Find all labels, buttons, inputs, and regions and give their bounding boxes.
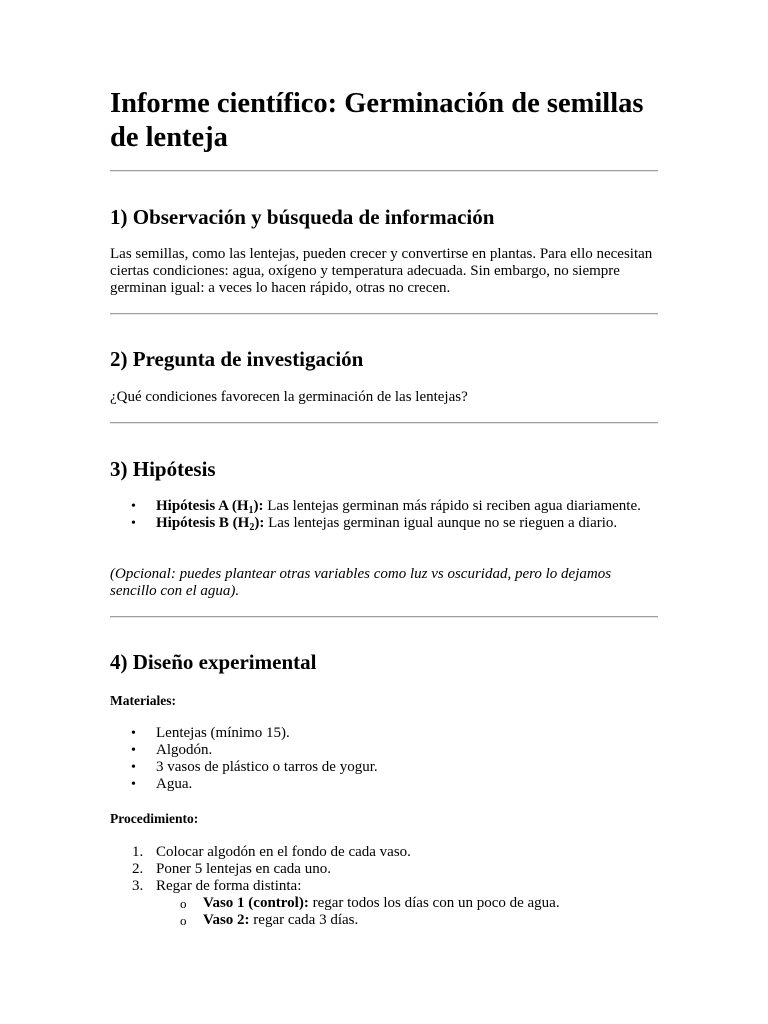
vaso-text: regar todos los días con un poco de agua. xyxy=(308,895,560,911)
vasos-list xyxy=(156,895,658,929)
vaso-text: regar cada 3 días. xyxy=(249,912,359,928)
procedimiento-label: Procedimiento: xyxy=(110,811,199,826)
list-item: • Lentejas (mínimo 15). xyxy=(131,725,290,741)
section-heading-pregunta: 2) Pregunta de investigación xyxy=(110,347,364,371)
divider xyxy=(110,313,658,315)
number-marker: 2. xyxy=(132,861,144,877)
divider xyxy=(110,616,658,618)
divider xyxy=(110,422,658,424)
bullet-marker: • xyxy=(131,726,136,741)
hipotesis-label: Hipótesis B $(H_2)$: xyxy=(156,515,265,533)
bullet-marker: • xyxy=(131,516,136,531)
pregunta-paragraph: ¿Qué condiciones favorecen la germinación de las lentejas? xyxy=(110,389,468,405)
section-heading-diseno: 4) Diseño experimental xyxy=(110,650,317,674)
hipotesis-label: Hipótesis A $(H_1)$: xyxy=(156,498,264,516)
list-item: 1. Colocar algodón en el fondo de cada vaso. xyxy=(132,844,411,860)
list-item xyxy=(156,895,658,912)
list-item: • Agua. xyxy=(131,776,193,792)
list-item: 3. Regar de forma distinta: o Vaso 1 (control): regar todos los días con un poco de agua. o Vaso 2: regar cada 3 días. xyxy=(110,878,658,929)
materiales-label: Materiales: xyxy=(110,693,176,708)
hipotesis-text: Las lentejas germinan más rápido si reciben agua diariamente. xyxy=(263,498,641,514)
bullet-marker: • xyxy=(131,777,136,792)
materiales-list xyxy=(110,725,658,793)
sub-bullet-marker: o xyxy=(180,913,187,928)
divider xyxy=(110,170,658,172)
hipotesis-list xyxy=(110,498,658,532)
vaso-label: Vaso 1 (control): xyxy=(203,895,309,911)
list-item: • 3 vasos de plástico o tarros de yogur. xyxy=(131,759,378,775)
bullet-marker: • xyxy=(131,760,136,775)
list-item: • Algodón. xyxy=(131,742,213,758)
document-title: Informe científico: Germinación de semillas de lenteja xyxy=(110,88,644,153)
section-heading-hipotesis: 3) Hipótesis xyxy=(110,457,216,481)
observacion-paragraph: Las semillas, como las lentejas, pueden crecer y convertirse en plantas. Para ello necesitan ciertas condiciones: agua, oxígeno y temperatura adecuada. Sin embargo, no siempre germinan igual: a veces lo hacen rápido, otras no crecen. xyxy=(110,246,653,296)
sub-bullet-marker: o xyxy=(180,896,187,911)
bullet-marker: • xyxy=(131,499,136,514)
section-heading-observacion: 1) Observación y búsqueda de información xyxy=(110,205,495,229)
vaso-label: Vaso 2: xyxy=(203,912,250,928)
list-item xyxy=(110,498,658,515)
number-marker: 1. xyxy=(132,844,144,860)
hipotesis-text: Las lentejas germinan igual aunque no se rieguen a diario. xyxy=(264,515,618,531)
bullet-marker: • xyxy=(131,743,136,758)
list-item xyxy=(110,515,658,532)
procedimiento-list xyxy=(110,844,658,929)
number-marker: 3. xyxy=(132,878,144,894)
list-item: 2. Poner 5 lentejas en cada uno. xyxy=(132,861,331,877)
list-item xyxy=(156,912,658,929)
hipotesis-note: (Opcional: puedes plantear otras variables como luz vs oscuridad, pero lo dejamos sencillo con el agua). xyxy=(110,566,612,599)
